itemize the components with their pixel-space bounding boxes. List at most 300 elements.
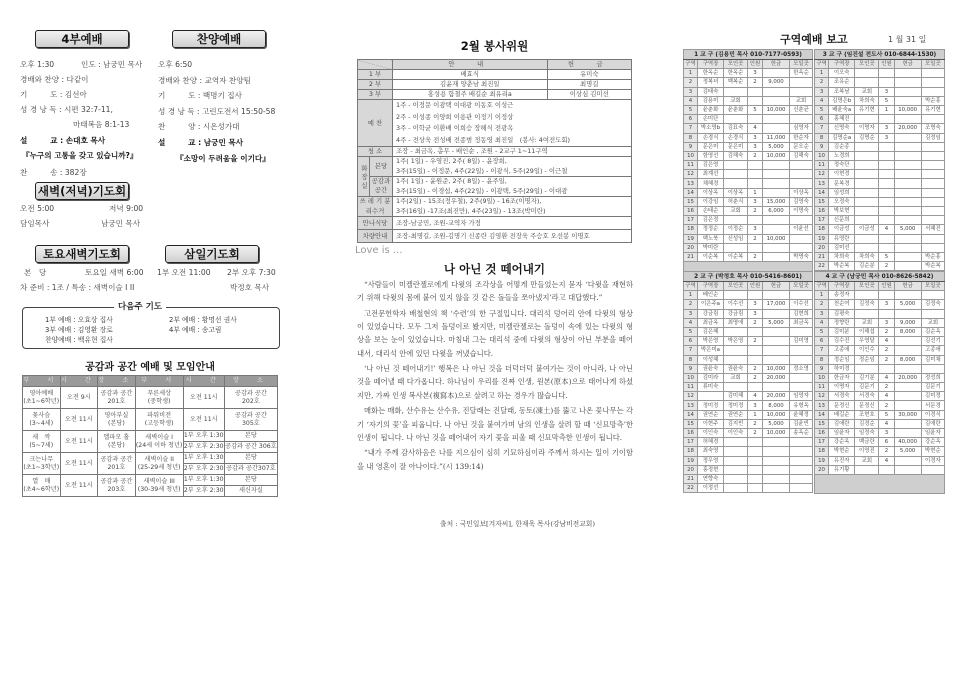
offering-cell xyxy=(894,96,921,105)
column-header: 구역장 xyxy=(829,282,855,291)
next-host-cell xyxy=(921,465,944,474)
host-cell xyxy=(855,197,879,206)
saturday-note: 차 준비 : 1조 / 특송 : 새벽이슬 I II xyxy=(20,283,135,292)
host-cell xyxy=(724,87,748,96)
attendance-cell: 2 xyxy=(879,262,894,271)
host-cell: 김미혜 xyxy=(724,392,748,401)
attendance-cell: 2 xyxy=(748,234,763,243)
leader-name: 송정자 xyxy=(829,291,855,300)
host-cell xyxy=(855,291,879,300)
gonggam-title: 공감과 공간 예배 및 모임안내 xyxy=(85,362,215,373)
filler-row xyxy=(815,474,945,493)
host-cell xyxy=(855,309,879,318)
table-row xyxy=(815,410,945,419)
offering-cell: 11,000 xyxy=(763,133,790,142)
host-cell xyxy=(724,438,748,447)
table-row xyxy=(23,475,278,486)
table-row xyxy=(684,383,813,392)
district-number: 8 xyxy=(684,133,698,142)
next-host-cell: 김현희 xyxy=(790,309,813,318)
service4-sermon: 설 교 : 손대호 목사 xyxy=(20,136,106,145)
table-row xyxy=(358,80,632,90)
host-cell xyxy=(855,243,879,252)
offering-cell xyxy=(894,188,921,197)
column-header: 장 소 xyxy=(98,376,136,387)
district-number: 13 xyxy=(815,179,829,188)
leader-name: 채혜경 xyxy=(698,179,724,188)
attendance-cell: 3 xyxy=(879,318,894,327)
district-number: 18 xyxy=(684,225,698,234)
leader-name: 한옥순 xyxy=(698,69,724,78)
district-number: 17 xyxy=(815,216,829,225)
offering-cell xyxy=(894,142,921,151)
district-header: 2 교 구 (박정호 목사 010-5416-8601) xyxy=(684,272,813,282)
attendance-cell xyxy=(748,243,763,252)
leader-name: 차희숙 xyxy=(829,252,855,261)
leader-name: 이현경 xyxy=(829,170,855,179)
attendance-cell xyxy=(748,484,763,493)
offering-cell xyxy=(894,197,921,206)
offering-cell xyxy=(894,252,921,261)
attendance-cell: 2 xyxy=(748,373,763,382)
leader-name: 홍혜진 xyxy=(829,115,855,124)
attendance-cell xyxy=(748,355,763,364)
manna-row xyxy=(358,217,632,230)
leader-name: 최숙영 xyxy=(698,447,724,456)
time-cell: 오전 11시 xyxy=(60,409,98,431)
offering-cell xyxy=(894,161,921,170)
table-row xyxy=(815,216,945,225)
host-cell xyxy=(724,355,748,364)
next-host-cell xyxy=(790,447,813,456)
table-row xyxy=(684,465,813,474)
attendance-cell: 3 xyxy=(879,124,894,133)
district-number: 19 xyxy=(815,456,829,465)
district-number: 11 xyxy=(815,383,829,392)
leader-name: 김평숙 xyxy=(829,309,855,318)
table-row xyxy=(684,401,813,410)
district-number: 17 xyxy=(684,216,698,225)
row-label: 1 부 xyxy=(358,70,393,80)
leader-name: 정순임 xyxy=(829,355,855,364)
attendance-cell: 1 xyxy=(748,188,763,197)
column-header: 모인곳 xyxy=(724,60,748,69)
communion-line: 2주 - 이성종 이양희 이용관 이정기 이정상 xyxy=(396,112,514,121)
communion-line: 4주 - 전상욱 전성배 전종범 정동영 최진일 (봉사: 4여전도회) xyxy=(396,135,571,144)
leader-name: 이오숙 xyxy=(829,69,855,78)
dawn-time-pm: 저녁 9:00 xyxy=(109,204,144,213)
column-header: 헌금 xyxy=(894,60,921,69)
column-header: 구역 xyxy=(816,61,827,68)
next-host-cell: 김선기 xyxy=(921,337,944,346)
attendance-cell xyxy=(748,447,763,456)
next-host-cell xyxy=(790,179,813,188)
next-host-cell: 이윤선 xyxy=(790,225,813,234)
district-number: 10 xyxy=(815,151,829,160)
district-number: 19 xyxy=(684,456,698,465)
offering-cell: 이상심 김미선 xyxy=(547,90,631,100)
praise-line: 찬 양 : 시온성가대 xyxy=(158,122,240,131)
district-number: 13 xyxy=(684,401,698,410)
next-host-cell: 김미영 xyxy=(790,337,813,346)
offering-cell xyxy=(763,179,790,188)
next-host-cell xyxy=(790,243,813,252)
leader-name: 연향숙 xyxy=(698,474,724,483)
attendance-cell xyxy=(879,291,894,300)
offering-cell: 6,000 xyxy=(763,207,790,216)
attendance-cell xyxy=(879,161,894,170)
host-cell xyxy=(724,115,748,124)
table-row xyxy=(815,262,945,271)
next-host-cell: 정성희 xyxy=(921,373,944,382)
offering-cell xyxy=(763,170,790,179)
offering-cell: 최명길 xyxy=(547,80,631,90)
column-header: 시 간 xyxy=(60,376,98,387)
next-host-cell xyxy=(790,465,813,474)
table-row xyxy=(815,291,945,300)
district-number: 15 xyxy=(815,419,829,428)
table-row xyxy=(684,327,813,336)
host-cell: 문정신 xyxy=(855,401,879,410)
offering-cell xyxy=(763,161,790,170)
attendance-cell: 2 xyxy=(748,337,763,346)
report-date: 1 월 31 일 xyxy=(888,35,927,44)
leader-name: 유진자 xyxy=(829,456,855,465)
parking-row xyxy=(358,230,632,243)
table-row xyxy=(684,161,813,170)
next-host-cell: 심영자 xyxy=(790,124,813,133)
column-header: 인원 xyxy=(748,282,763,291)
table-row xyxy=(815,87,945,96)
offering-cell: 5,000 xyxy=(763,318,790,327)
offering-cell: 20,000 xyxy=(763,373,790,382)
leader-name: 노경희 xyxy=(829,151,855,160)
host-cell xyxy=(855,161,879,170)
district-number: 6 xyxy=(815,337,829,346)
district-number: 1 xyxy=(684,69,698,78)
attendance-cell: 4 xyxy=(879,392,894,401)
host-cell: 우영달 xyxy=(855,337,879,346)
district-number: 14 xyxy=(684,188,698,197)
next-prayer-item: 2부 예배 : 황명선 권사 xyxy=(169,316,237,324)
offering-cell xyxy=(763,252,790,261)
table-row xyxy=(23,431,278,442)
next-host-cell xyxy=(790,115,813,124)
table-row xyxy=(815,456,945,465)
column-header: 모일곳 xyxy=(921,282,944,291)
host-cell xyxy=(724,170,748,179)
table-row xyxy=(684,124,813,133)
leader-name: 문복경 xyxy=(829,179,855,188)
attendance-cell: 2 xyxy=(748,78,763,87)
leader-name: 김미라 xyxy=(698,373,724,382)
table-row xyxy=(684,188,813,197)
district-number: 8 xyxy=(815,355,829,364)
leader-name: 하미경 xyxy=(829,364,855,373)
district-header: 1 교 구 (김용민 목사 010-7177-0593) xyxy=(684,50,813,60)
leader-name: 정향란 xyxy=(829,318,855,327)
communion-row xyxy=(358,100,632,147)
saturday-place: 본 당 xyxy=(24,268,47,277)
host-cell: 김순분 xyxy=(855,262,879,271)
offering-cell xyxy=(894,207,921,216)
next-host-cell: 김애란 xyxy=(921,419,944,428)
offering-cell xyxy=(894,465,921,474)
district-number: 16 xyxy=(684,429,698,438)
leader-name: 손태순 xyxy=(698,207,724,216)
article-paragraph: 고전문헌학자 배철현의 책 ‘수련’의 한 구절입니다. 대리석 덩어리 안에 다윗의 형상이 있었습니다. 모두 그저 돌덩이로 봤지만, 미켈란젤로는 돌덩이 속에 있는 다윗의 형상을 보는 눈이 있었습니다. 마침내 그는 대리석 중에 다윗의 형상이 아닌 부분을 떼어내서, 대리석 안에 있던 다윗을 꺼냈습니다. xyxy=(357,308,633,358)
host-cell: 이영진 xyxy=(855,447,879,456)
host-cell: 교회 xyxy=(724,373,748,382)
next-host-cell xyxy=(790,456,813,465)
praise-line: 기 도 : 백명기 집사 xyxy=(158,91,242,100)
host-cell: 문은미 xyxy=(724,142,748,151)
district-number: 8 xyxy=(815,133,829,142)
dept-cell: 새 싹 (5~7세) xyxy=(23,431,61,453)
leader-name: 이명자 xyxy=(829,383,855,392)
article-paragraph: 매화는 매화, 산수유는 산수유, 진달래는 진달래, 동토(凍土)를 뚫고 나온 꽃나무는 각기 ‘자기의 꽃’을 피웁니다. 나 아닌 것을 붙여가며 남의 인생을 살려 할 때 ‘신묘망측’한 인생이 됩니다. 나 아닌 것을 떼어내어 자기 꽃을 피울 때 신묘막측한 인생이 됩니다. xyxy=(357,406,633,442)
attendance-cell: 2 xyxy=(879,401,894,410)
attendance-cell: 2 xyxy=(879,346,894,355)
table-row xyxy=(23,387,278,409)
service4-header: 4부예배 xyxy=(35,30,129,48)
time-cell: 1부 오후 1:30 xyxy=(183,475,224,486)
district-number: 7 xyxy=(684,346,698,355)
leader-name: 박미란 xyxy=(698,243,724,252)
offering-cell: 10,000 xyxy=(763,410,790,419)
district-number: 15 xyxy=(684,197,698,206)
district-number: 3 xyxy=(684,87,698,96)
host-cell xyxy=(724,447,748,456)
offering-cell: 10,000 xyxy=(763,429,790,438)
district-number: 20 xyxy=(815,243,829,252)
district-number: 18 xyxy=(815,225,829,234)
offering-cell xyxy=(894,151,921,160)
wednesday-time2: 2부 오후 7:30 xyxy=(227,268,276,277)
offering-cell xyxy=(763,225,790,234)
next-host-cell xyxy=(790,161,813,170)
column-header: 모인곳 xyxy=(855,60,879,69)
table-row xyxy=(815,78,945,87)
service4-line: 경배와 찬양 : 다같이 xyxy=(20,75,89,84)
host-cell: 박은영 xyxy=(724,337,748,346)
leader-name: 배윤숙a xyxy=(829,105,855,114)
table-row xyxy=(684,410,813,419)
offering-cell xyxy=(763,291,790,300)
table-row xyxy=(815,465,945,474)
time-cell: 오전 11시 xyxy=(183,387,224,409)
service4-hymn: 찬 송 : 382장 xyxy=(20,168,87,177)
leader-name: 허혜경 xyxy=(698,438,724,447)
district-number: 6 xyxy=(684,337,698,346)
table-row xyxy=(815,346,945,355)
next-host-cell xyxy=(790,355,813,364)
table-row xyxy=(684,151,813,160)
offering-cell xyxy=(763,243,790,252)
district-1-table xyxy=(683,49,813,272)
table-row xyxy=(684,133,813,142)
wednesday-prayer-header: 삼일기도회 xyxy=(165,245,259,263)
host-cell xyxy=(724,327,748,336)
host-cell xyxy=(724,465,748,474)
next-host-cell xyxy=(921,234,944,243)
column-header: 인원 xyxy=(879,282,894,291)
column-header: 모인곳 xyxy=(724,282,748,291)
district-number: 18 xyxy=(815,447,829,456)
offering-cell xyxy=(894,392,921,401)
time-cell: 오전 11시 xyxy=(60,431,98,453)
host-cell: 유기현 xyxy=(855,105,879,114)
leader-name: 박현순 xyxy=(829,447,855,456)
leader-name: 이정선 xyxy=(698,484,724,493)
attendance-cell xyxy=(748,96,763,105)
offering-cell xyxy=(894,364,921,373)
filler-cell xyxy=(815,474,945,493)
offering-cell xyxy=(894,309,921,318)
attendance-cell: 5 xyxy=(879,96,894,105)
table-row xyxy=(815,179,945,188)
attendance-cell: 3 xyxy=(748,309,763,318)
attendance-cell xyxy=(879,170,894,179)
offering-cell xyxy=(894,383,921,392)
host-cell: 차희숙 xyxy=(855,252,879,261)
attendance-cell: 6 xyxy=(879,438,894,447)
table-row xyxy=(815,207,945,216)
column-header: 구역장 xyxy=(698,60,724,69)
attendance-cell xyxy=(748,179,763,188)
offering-cell xyxy=(894,429,921,438)
leader-name: 김명순a xyxy=(829,133,855,142)
table-row xyxy=(684,364,813,373)
offering-cell xyxy=(894,69,921,78)
offering-cell xyxy=(894,419,921,428)
saturday-time: 토요일 새벽 6:00 xyxy=(85,268,144,277)
next-host-cell xyxy=(790,87,813,96)
next-host-cell: 한옥순 xyxy=(790,69,813,78)
praise-service-header: 찬양예배 xyxy=(172,30,266,48)
host-cell: 이명자 xyxy=(855,124,879,133)
leader-name: 이현주 xyxy=(698,419,724,428)
offering-cell xyxy=(894,291,921,300)
leader-name: 최금옥 xyxy=(698,318,724,327)
time-cell: 2부 오후 2:30 xyxy=(183,464,224,475)
leader-name: 김미선 xyxy=(829,243,855,252)
article-body xyxy=(357,278,633,475)
volunteers-table xyxy=(357,59,632,243)
recycling-line: 1주(2일) - 15조(정우철), 2주(9일) - 16조(이명자), xyxy=(396,197,542,205)
next-host-cell xyxy=(921,179,944,188)
host-cell: 정순임 xyxy=(855,355,879,364)
row-label: 예 찬 xyxy=(358,100,393,147)
leader-name: 권윤숙 xyxy=(698,364,724,373)
next-host-cell xyxy=(921,170,944,179)
host-cell: 한옥순 xyxy=(724,69,748,78)
table-row xyxy=(815,197,945,206)
offering-cell: 5,000 xyxy=(894,225,921,234)
district-number: 6 xyxy=(815,115,829,124)
saturday-prayer-header: 토요새벽기도회 xyxy=(35,245,129,263)
district-number: 10 xyxy=(684,151,698,160)
leader-name: 고종애 xyxy=(829,346,855,355)
recycling-cell xyxy=(393,197,632,217)
table-row xyxy=(684,309,813,318)
district-number: 12 xyxy=(684,170,698,179)
table-row xyxy=(684,142,813,151)
offering-cell: 10,000 xyxy=(894,105,921,114)
leader-name: 한금자 xyxy=(829,373,855,382)
next-host-cell xyxy=(921,188,944,197)
place-cell: 새신자실 xyxy=(224,486,277,497)
host-cell xyxy=(855,151,879,160)
article-paragraph: “사람들이 미켈란젤로에게 다윗의 조각상을 어떻게 만들었는지 묻자 ‘다윗을 재현하기 위해 다윗의 몸에 붙어 있지 않을 것 같은 돌들을 쪼아냈지’라고 대답했다.” xyxy=(357,280,633,303)
next-host-cell xyxy=(921,87,944,96)
offering-cell xyxy=(894,337,921,346)
dept-cell: 꽃사슴 (3~4세) xyxy=(23,409,61,431)
table-row xyxy=(815,438,945,447)
offering-cell: 10,000 xyxy=(763,105,790,114)
attendance-cell: 2 xyxy=(879,355,894,364)
column-header: 헌금 xyxy=(894,282,921,291)
offering-cell xyxy=(894,78,921,87)
service4-line: 성 경 낭 독 : 시편 32:7-11, xyxy=(20,105,113,114)
place-cell: 엘파모 홀 (본당) xyxy=(98,431,136,453)
district-number: 4 xyxy=(684,96,698,105)
attendance-cell: 3 xyxy=(879,300,894,309)
column-header: 구역 xyxy=(685,283,696,290)
leader-name: 박은미a xyxy=(698,346,724,355)
praise-line: 성 경 낭 독 : 고린도전서 15:50-58 xyxy=(158,107,276,116)
leader-name xyxy=(698,392,724,401)
host-cell xyxy=(855,69,879,78)
offering-cell: 20,000 xyxy=(763,392,790,401)
row-label: 쓰 레 기 분리수거 xyxy=(358,197,393,217)
attendance-cell: 3 xyxy=(748,69,763,78)
table-row xyxy=(815,318,945,327)
offering-cell: 17,000 xyxy=(763,300,790,309)
service4-sermon-title: 『누구의 고통을 갖고 있습니까?』 xyxy=(22,151,138,160)
attendance-cell xyxy=(879,309,894,318)
table-row xyxy=(684,69,813,78)
attendance-cell: 2 xyxy=(748,207,763,216)
attendance-cell: 2 xyxy=(748,252,763,261)
host-cell: 김기분 xyxy=(855,373,879,382)
restroom-main-label: 본당 xyxy=(370,157,392,177)
next-host-cell xyxy=(790,373,813,382)
dept-cell: 크는나무 (초1~3학년) xyxy=(23,453,61,475)
attendance-cell xyxy=(879,197,894,206)
dept-cell: 새벽이슬 II (25-29세 청년) xyxy=(135,453,183,475)
next-host-cell xyxy=(921,309,944,318)
offering-cell xyxy=(894,216,921,225)
next-prayer-item: 3부 예배 : 김영환 장로 xyxy=(45,326,113,334)
attendance-cell: 1 xyxy=(879,105,894,114)
district-number: 9 xyxy=(684,142,698,151)
offering-cell xyxy=(763,465,790,474)
table-row xyxy=(684,105,813,114)
next-host-cell xyxy=(790,78,813,87)
table-row xyxy=(684,234,813,243)
leader-name: 유영란 xyxy=(829,234,855,243)
restroom-line: 1주( 1일) - 우영진, 2주( 8일) - 윤장희, xyxy=(396,157,507,165)
table-row xyxy=(815,170,945,179)
table-row xyxy=(684,170,813,179)
table-row xyxy=(815,69,945,78)
row-label: 화 장 실 xyxy=(358,157,370,196)
table-row xyxy=(684,484,813,493)
column-header: 모일곳 xyxy=(790,60,813,69)
district-number: 15 xyxy=(684,419,698,428)
praise-sermon: 설 교 : 남궁민 목사 xyxy=(158,138,244,147)
